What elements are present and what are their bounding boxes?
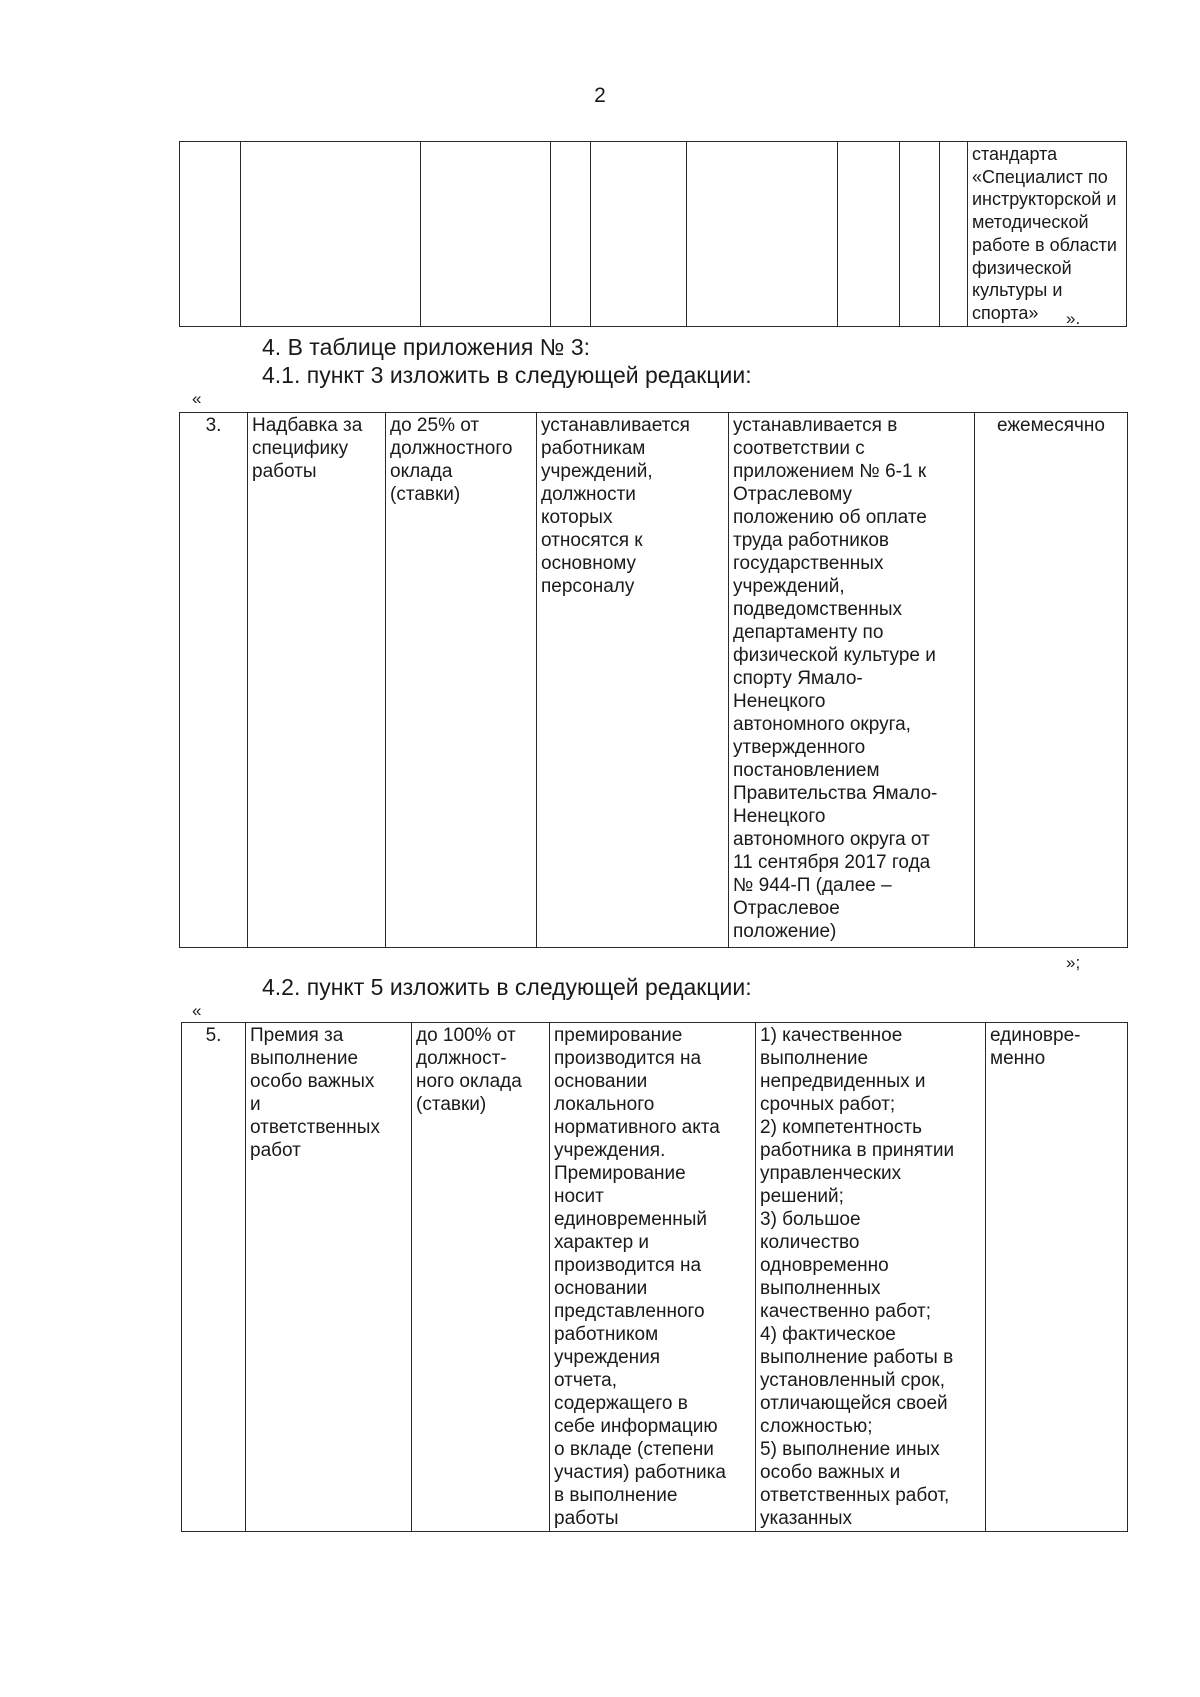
standard-cell: стандарта «Специалист по инструкторской и методической работе в области физической культуры и спорта» xyxy=(968,142,1127,327)
row-number: 5. xyxy=(182,1023,246,1532)
allowance-name: Надбавка за специфику работы xyxy=(248,413,386,948)
closing-quote: ». xyxy=(1066,309,1081,328)
table-cell xyxy=(421,142,551,327)
bonus-amount: до 100% от должност- ного оклада (ставки) xyxy=(412,1023,550,1532)
allowance-amount: до 25% от должностного оклада (ставки) xyxy=(386,413,537,948)
table-cell xyxy=(241,142,421,327)
allowance-recipients: устанавливается работникам учреждений, должности которых относятся к основному персоналу xyxy=(537,413,729,948)
bonus-criteria: 1) качественное выполнение непредвиденных и срочных работ; 2) компетентность работника в принятии управленческих решений; 3) большое количество одновременно выполненных качественно работ; 4) фактическое выполнение работы в установленный срок, отличающейся своей сложностью; 5) выполнение иных особо важных и ответственных работ, указанных xyxy=(756,1023,986,1532)
bonus-period: единовре- менно xyxy=(986,1023,1128,1532)
table-row xyxy=(180,142,1127,327)
paragraph-4: 4. В таблице приложения № 3: xyxy=(262,334,590,360)
table-cell xyxy=(687,142,838,327)
page-number: 2 xyxy=(594,84,606,107)
bonus-name: Премия за выполнение особо важных и ответственных работ xyxy=(246,1023,412,1532)
row3-table xyxy=(179,412,1128,948)
table-row xyxy=(182,1023,1128,1532)
table-cell xyxy=(551,142,591,327)
table-cell xyxy=(591,142,687,327)
bonus-procedure: премирование производится на основании локального нормативного акта учреждения. Премирование носит единовременный характер и производится на основании представленного работником учреждения отчета, содержащего в себе информацию о вкладе (степени участия) работника в выполнение работы xyxy=(550,1023,756,1532)
row5-table xyxy=(181,1022,1128,1532)
paragraph-4-2: 4.2. пункт 5 изложить в следующей редакции: xyxy=(262,974,752,1000)
table-row xyxy=(180,413,1128,948)
table-cell xyxy=(180,142,241,327)
continuation-table xyxy=(179,141,1127,327)
allowance-basis: устанавливается в соответствии с приложением № 6-1 к Отраслевому положению об оплате труда работников государственных учреждений, подведомственных департаменту по физической культуре и спорту Ямало- Ненецкого автономного округа, утвержденного постановлением Правительства Ямало- Ненецкого автономного округа от 11 сентября 2017 года № 944-П (далее – Отраслевое положение) xyxy=(729,413,975,948)
row-number: 3. xyxy=(180,413,248,948)
opening-quote: « xyxy=(192,389,202,408)
paragraph-4-1: 4.1. пункт 3 изложить в следующей редакции: xyxy=(262,362,752,388)
allowance-period: ежемесячно xyxy=(975,413,1128,948)
table-cell xyxy=(900,142,940,327)
closing-quote: »; xyxy=(1066,953,1081,972)
table-cell xyxy=(940,142,968,327)
opening-quote: « xyxy=(192,1001,202,1020)
table-cell xyxy=(838,142,900,327)
